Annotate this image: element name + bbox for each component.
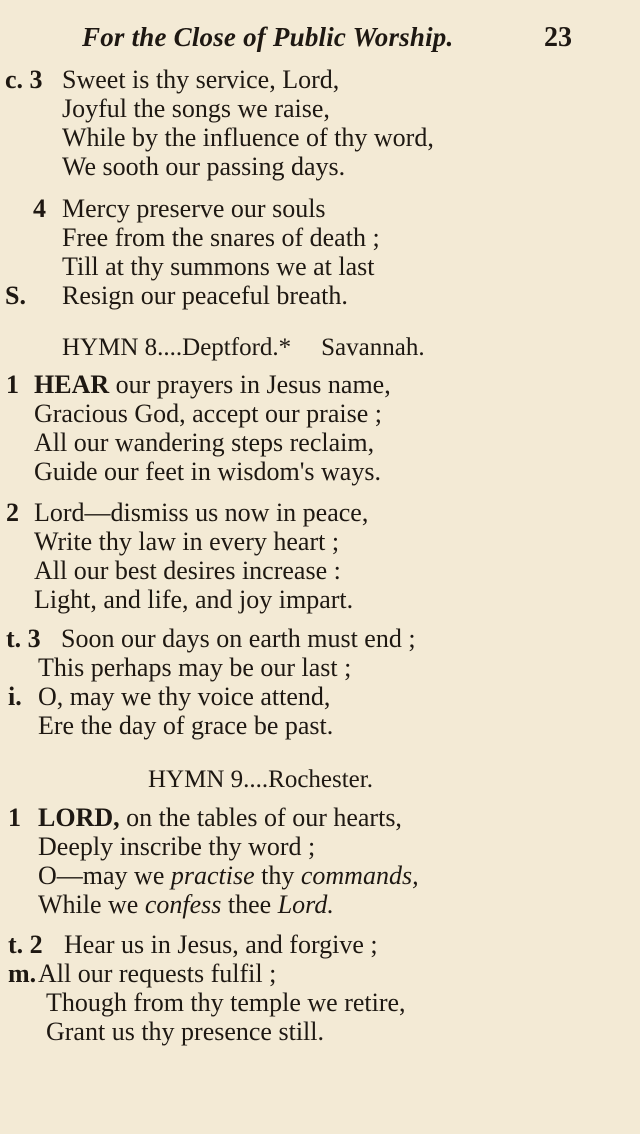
stanza-mark: m. [8,959,37,988]
verse-line: Deeply inscribe thy word ; [38,832,316,861]
hymn-title [148,765,373,794]
stanza-mark: 4 [33,194,46,223]
verse-line [34,370,391,399]
verse-line: Gracious God, accept our praise ; [34,399,382,428]
page-number: 23 [544,22,572,53]
verse-line: All our best desires increase : [34,556,341,585]
hymn-number-tune: HYMN 8....Deptford.* [62,334,292,361]
verse-line: Joyful the songs we raise, [62,94,330,123]
verse-line: This perhaps may be our last ; [38,653,352,682]
verse-line: Free from the snares of death ; [62,223,380,252]
stanza-mark: 1 [8,803,21,832]
italic-word: practise [170,861,255,890]
hymn-title [62,333,425,362]
verse-line: Mercy preserve our souls [62,194,326,223]
verse-line: Write thy law in every heart ; [34,527,340,556]
verse-line: All our wandering steps reclaim, [34,428,375,457]
lead-word: HEAR [34,370,110,399]
verse-line: Guide our feet in wisdom's ways. [34,457,381,486]
verse-text: O—may we [38,861,171,890]
verse-line: Lord—dismiss us now in peace, [34,498,369,527]
stanza-mark: S. [5,281,26,310]
verse-line: O, may we thy voice attend, [38,682,331,711]
stanza-mark: 2 [6,498,19,527]
running-title: For the Close of Public Worship. [82,22,454,52]
verse-line: Grant us thy presence still. [46,1017,324,1046]
verse-text: While we [38,890,145,919]
stanza-mark: c. 3 [5,65,43,94]
italic-word: Lord. [277,890,334,919]
verse-line: Resign our peaceful breath. [62,281,348,310]
hymn-number-tune: HYMN 9....Rochester. [148,766,373,793]
verse-line: Soon our days on earth must end ; [61,624,416,653]
stanza-mark: 1 [6,370,19,399]
verse-line: We sooth our passing days. [62,152,346,181]
verse-line: Ere the day of grace be past. [38,711,334,740]
alternate-tune: Savannah. [321,334,425,361]
stanza-mark: t. 3 [6,624,41,653]
verse-line [38,803,402,832]
italic-word: commands, [300,861,419,890]
verse-text: thy [254,861,301,890]
stanza-mark: t. 2 [8,930,43,959]
verse-line: While by the influence of thy word, [62,123,434,152]
verse-line [38,890,334,919]
stanza-mark: i. [8,682,22,711]
verse-line: Till at thy summons we at last [62,252,375,281]
verse-line [38,861,419,890]
italic-word: confess [144,890,222,919]
verse-line: Hear us in Jesus, and forgive ; [64,930,378,959]
verse-line: Though from thy temple we retire, [46,988,406,1017]
verse-line: All our requests fulfil ; [38,959,277,988]
verse-text: our prayers in Jesus name, [109,370,391,399]
lead-word: LORD, [38,803,120,832]
page-header [0,22,640,62]
verse-text: on the tables of our hearts, [119,803,402,832]
verse-line: Light, and life, and joy impart. [34,585,354,614]
verse-line: Sweet is thy service, Lord, [62,65,340,94]
verse-text: thee [221,890,278,919]
